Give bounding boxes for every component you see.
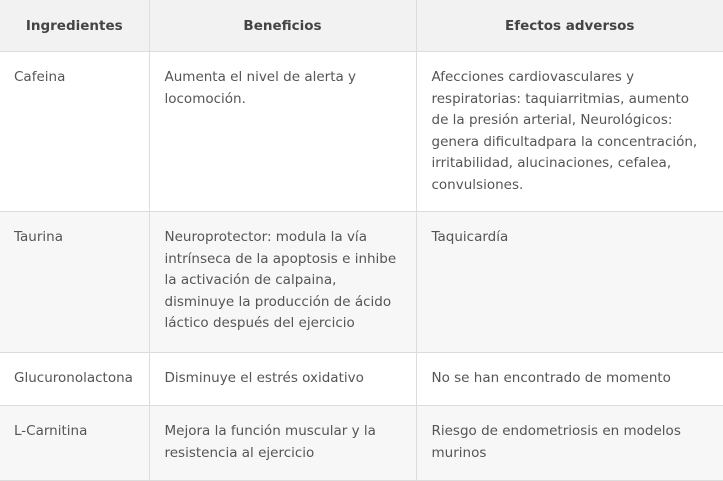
cell-ingredient: Taurina xyxy=(0,212,149,353)
table-row xyxy=(0,212,723,353)
cell-adverse-effects: Riesgo de endometriosis en modelos murinos xyxy=(416,406,723,481)
header-efectos-adversos: Efectos adversos xyxy=(416,0,723,52)
table-header-row xyxy=(0,0,723,52)
table-row xyxy=(0,406,723,481)
table-row xyxy=(0,353,723,406)
cell-benefits: Aumenta el nivel de alerta y locomoción. xyxy=(149,52,416,212)
cell-adverse-effects: Taquicardía xyxy=(416,212,723,353)
cell-benefits: Neuroprotector: modula la vía intrínseca de la apoptosis e inhibe la activación de calpaina, disminuye la producción de ácido láctico después del ejercicio xyxy=(149,212,416,353)
header-beneficios: Beneficios xyxy=(149,0,416,52)
cell-adverse-effects: No se han encontrado de momento xyxy=(416,353,723,406)
cell-benefits: Mejora la función muscular y la resistencia al ejercicio xyxy=(149,406,416,481)
cell-ingredient: L-Carnitina xyxy=(0,406,149,481)
cell-adverse-effects: Afecciones cardiovasculares y respiratorias: taquiarritmias, aumento de la presión arterial, Neurológicos: genera dificultadpara la concentración, irritabilidad, alucinaciones, cefalea, convulsiones. xyxy=(416,52,723,212)
cell-ingredient: Cafeina xyxy=(0,52,149,212)
cell-benefits: Disminuye el estrés oxidativo xyxy=(149,353,416,406)
table-row xyxy=(0,52,723,212)
cell-ingredient: Glucuronolactona xyxy=(0,353,149,406)
header-ingredientes: Ingredientes xyxy=(0,0,149,52)
